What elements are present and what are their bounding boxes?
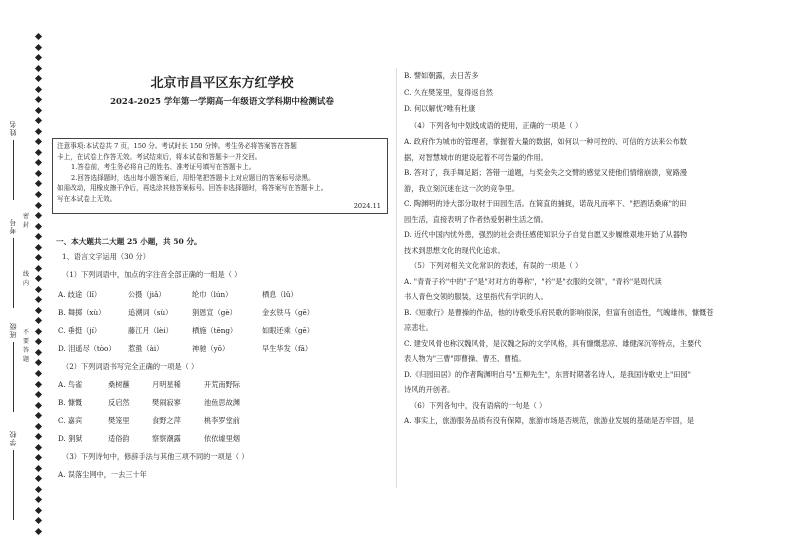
exam-subtitle: 2024-2025 学年第一学期高一年级语文学科期中检测试卷: [110, 97, 334, 107]
option-cell: 桑树蘸: [108, 380, 130, 389]
option-cell: 桃李罗堂前: [204, 416, 240, 425]
text-line: A. "青青子衿"中的"子"是"对对方的尊称"，"衿"是"衣服的交领"，"青衿"是周代读: [404, 276, 662, 286]
option-cell: 纶巾（lún）: [192, 290, 233, 299]
text-line: 诗风的开创者。: [404, 385, 455, 394]
text-line: 园生活，直接表明了作者热爱躬耕生活之情。: [404, 214, 548, 224]
text-line: B.《短歌行》是曹操的作品，他的诗歌受乐府民歌的影响很深，但富有创造性，气魄雄伟，慷慨苍: [404, 307, 714, 317]
text-line: D. 近代中国内忧外患，强烈的社会责任感使知识分子自觉自愿又步履维艰地开始了从器物: [404, 230, 688, 239]
text-line: 凉悲壮。: [404, 323, 433, 332]
notice-line: 1.答卷前，考生务必将自己的姓名、准考证号填写在答题卡上。: [71, 163, 256, 171]
option-cell: 栖息（lǔ）: [262, 290, 298, 299]
exam-number-line: [13, 238, 14, 308]
option-cell: 惹蛩（ài）: [128, 344, 164, 353]
seal-text: 密 封 线 内 不 要 答 题: [23, 213, 30, 363]
option-cell: 金玄铁马（gē）: [262, 308, 314, 317]
option-cell: B. 舞掷（xù）: [58, 308, 106, 317]
text-line: （6）下列各句中，没有语病的一句是（ ）: [410, 400, 547, 410]
option-cell: D. 狷狱: [58, 434, 83, 443]
name-label: 姓名: [9, 120, 17, 136]
text-line: 表人物为"三曹"即曹操、曹丕、曹植。: [404, 354, 526, 363]
notice-line: 如需改动，用橡皮擦干净后，再选涂其他答案标号。回答非选择题时，将答案写在答题卡上。: [57, 184, 328, 192]
right-column: [404, 70, 784, 428]
text-line: 技术到思想文化的现代化追求。: [404, 245, 505, 255]
text-line: 游，我立刻沉迷在这一次的竞争里。: [404, 183, 520, 193]
class-line: [13, 342, 14, 412]
option-cell: 如眼还乘（gē）: [262, 326, 314, 335]
part-heading: 1、语言文字运用（30 分）: [62, 252, 150, 261]
text-line: B. 譬如朝露，去日苦多: [404, 71, 479, 80]
school-line: [13, 450, 14, 520]
question-2: （2）下列词语书写完全正确的一项是（ ）: [62, 362, 199, 371]
text-line: 据，对智慧城市的建设起着不可告量的作用。: [404, 152, 548, 162]
column-divider: [396, 68, 397, 488]
option-cell: 池鱼思故渊: [204, 398, 240, 407]
notice-line: 卡上，在试卷上作答无效。考试结束后，将本试卷和答题卡一并交回。: [57, 152, 262, 161]
text-line: D. 何以解忧?唯有杜康: [404, 104, 476, 113]
question-3: （3）下列诗句中，修辞手法与其他三项不同的一项是（ ）: [62, 452, 249, 461]
text-line: A. 政府作为城市的管理者，掌握着大量的数据，如何以一种可控的、可信的方法来公布数: [404, 137, 687, 146]
option-cell: A. 歧途（lǐ）: [58, 290, 102, 299]
text-line: B. 答对了，我手舞足蹈；答错一道题，与奖金失之交臂的感觉又使他们情绪崩溃，宽路漫: [404, 168, 687, 177]
section-heading: 一、本大题共二大题 25 小题，共 50 分。: [56, 237, 202, 246]
option-cell: 依依墟里烟: [204, 434, 240, 443]
option-cell: A. 鸟雀: [58, 380, 83, 389]
option-cell: C. 垂挺（jí）: [58, 326, 102, 335]
option-cell: D. 泪遥尽（tòo）: [58, 344, 116, 353]
exam-date: 2024.11: [353, 201, 381, 210]
option-cell: C. 嘉宾: [58, 416, 83, 425]
seal-line: [33, 34, 43, 534]
text-line: C. 陶渊明的诗大部分取材于田园生活。在简直的捕捉，诺哉凡而率下、"把酒话桑麻"的田: [404, 199, 687, 208]
option-cell: A. 误落尘网中，一去三十年: [58, 470, 147, 479]
class-label: 班级: [9, 322, 17, 338]
option-cell: 反启然: [108, 398, 130, 407]
question-1: （1）下列词语中，加点的字注音全部正确的一组是（ ）: [62, 270, 242, 279]
notice-box: [52, 138, 388, 214]
text-line: D.《归园田居》的作者陶渊明自号"五柳先生"，东晋时期著名诗人，是我国诗歌史上"田园": [404, 369, 691, 379]
option-cell: 栖施（tēng）: [192, 326, 238, 335]
text-line: （4）下列各句中划线成语的使用，正确的一项是（ ）: [410, 120, 583, 130]
option-cell: 藤江月（lèi）: [128, 326, 173, 335]
option-cell: 公摄（jiǎ）: [128, 290, 166, 299]
name-line: [13, 140, 14, 200]
option-cell: 月明星稀: [152, 380, 181, 389]
option-cell: 神驰（yō）: [192, 344, 230, 353]
option-cell: 樊闹寂寥: [152, 398, 181, 407]
notice-line: 注意事项:本试卷共 7 页，150 分。考试时长 150 分钟。考生务必将答案答在答题: [57, 142, 297, 150]
option-cell: B. 慷慨: [58, 398, 83, 407]
exam-number-label: 考号: [9, 218, 17, 234]
text-line: C. 久在樊笼里，复得返自然: [404, 87, 493, 97]
notice-line: 写在本试卷上无效。: [57, 194, 117, 203]
option-cell: 狷恩宣（gè）: [192, 308, 237, 317]
option-cell: 开荒南野际: [204, 380, 240, 389]
option-cell: 适俗韵: [108, 434, 130, 443]
option-cell: 食野之萍: [152, 416, 181, 425]
text-line: 书人青色交领的服装，这里指代有学识的人。: [404, 292, 548, 301]
option-cell: 察察潮露: [152, 434, 181, 443]
notice-line: 2.回答选择题时，选出每小题答案后，用铅笔把答题卡上对应题目的答案标号涂黑。: [71, 173, 315, 182]
text-line: （5）下列对相关文化常识的表述，有误的一项是（ ）: [410, 261, 583, 270]
exam-school-title: 北京市昌平区东方红学校: [150, 76, 294, 91]
text-line: A. 事实上，旅游服务品质有没有保障，旅游市场是否规范，旅游业发展的基础是否牢固，是: [404, 416, 695, 425]
binding-margin: [0, 0, 50, 560]
option-cell: 樊笼里: [108, 416, 130, 425]
option-cell: 早生华发（fā）: [262, 344, 313, 353]
text-line: C. 建安风骨也称汉魏风骨，是汉魏之际的文学风格，具有慷慨悲凉、雄健深沉等特点，主要代: [404, 338, 702, 348]
school-label: 学校: [9, 430, 17, 446]
option-cell: 追溯词（sù）: [128, 308, 173, 317]
